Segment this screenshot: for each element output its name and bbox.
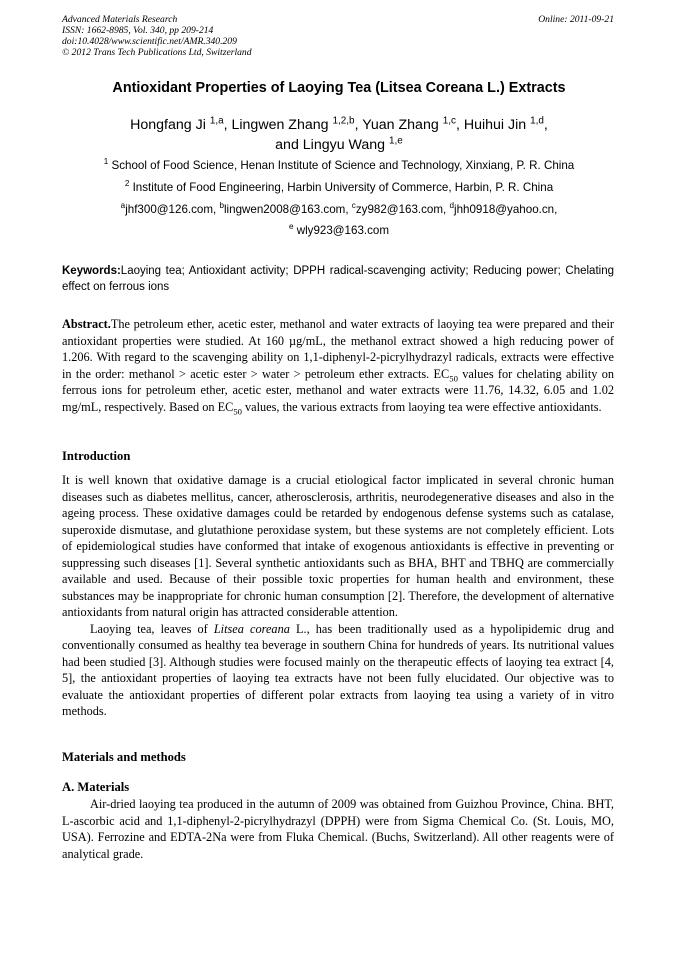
affiliation-2: [40, 181, 638, 194]
affiliation-number: 1: [103, 157, 109, 167]
journal-header: [62, 14, 614, 58]
author-name: Huihui Jin: [463, 117, 527, 133]
affiliation-text: School of Food Science, Henan Institute of Science and Technology, Xinxiang, P. R. China: [111, 159, 575, 172]
keywords-text: Laoying tea; Antioxidant activity; DPPH radical-scavenging activity; Reducing power; Chelating effect on ferrous ions: [62, 265, 614, 293]
text-run: L., has been traditionally used as a hypolipidemic drug and conventionally consumed as healthy tea beverage in southern China for hundreds of years. Its nutritional values had been studied [3]. Although studies were focused mainly on the therapeutic effects of laoying tea extract [4, 5], the antioxidant properties of laoying tea extracts have not been fully elucidated. Our objective was to evaluate the antioxidant properties of different polar extracts from laoying tea using a variety of in vitro methods.: [62, 621, 615, 718]
email-link[interactable]: jhh0918@yahoo.cn,: [454, 203, 558, 216]
copyright-line: © 2012 Trans Tech Publications Ltd, Switzerland: [62, 47, 252, 58]
affiliation-number: 2: [124, 179, 130, 189]
introduction-body: [62, 472, 614, 720]
email-line-2: $^e$ wly923@163.com: [288, 222, 390, 237]
abstract-text: The petroleum ether, acetic ester, methanol and water extracts of laoying tea were prepared and their antioxidant properties were studied. At 160 µg/mL, the methanol extract showed a high reducing power of 1.206. With regard to the scavenging ability on 1,1-diphenyl-2-picrylhydrazyl radicals, extracts were effective in the order: methanol > acetic ester > water > petroleum ether extracts. EC: [62, 317, 614, 381]
keywords: [62, 263, 614, 295]
subscript: 50: [233, 405, 242, 416]
email-link[interactable]: wly923@163.com: [296, 224, 390, 237]
section-heading-introduction: Introduction: [62, 449, 131, 463]
species-name: Litsea coreana: [213, 621, 290, 636]
online-date: Online: 2011-09-21: [538, 14, 614, 25]
subscript: 50: [449, 372, 458, 383]
affiliation-1: [40, 159, 638, 172]
paragraph: [62, 621, 614, 720]
author-sup: 1,e: [389, 135, 403, 147]
doi-line: doi:10.4028/www.scientific.net/AMR.340.209: [62, 36, 237, 47]
keywords-label: Keywords:: [62, 265, 121, 277]
abstract-text: values for chelating ability on ferrous ions for petroleum ether, acetic ester, methanol and water extracts were 11.76, 14.32, 6.05 and 1.02 mg/mL, respectively. Based on EC: [62, 366, 614, 414]
issn-line: ISSN: 1662-8985, Vol. 340, pp 209-214: [62, 25, 214, 36]
email-link[interactable]: lingwen2008@163.com,: [223, 203, 349, 216]
author-sup: 1,a: [209, 115, 224, 127]
section-heading-methods: Materials and methods: [62, 750, 186, 764]
abstract: [62, 316, 614, 415]
email-line: $^a$jhf300@126.com, $^b$lingwen2008@163.com, $^c$zy982@163.com, $^d$jhh0918@yahoo.cn,: [120, 201, 558, 216]
text-run: Laoying tea, leaves of: [90, 621, 214, 636]
author-sup: 1,d: [530, 115, 544, 127]
author-name: Lingwen Zhang: [231, 117, 329, 133]
author-name: Hongfang Ji: [130, 117, 206, 133]
materials-paragraph: Air-dried laoying tea produced in the autumn of 2009 was obtained from Guizhou Province, China. BHT, L-ascorbic acid and 1,1-diphenyl-2-picrylhydrazyl (DPPH) were from Sigma Chemical Co. (St. Louis, MO, USA). Ferrozine and EDTA-2Na were from Fluka Chemical. (Buchs, Switzerland). All other reagents were of analytical grade.: [62, 797, 614, 861]
author-name: Yuan Zhang: [362, 117, 439, 133]
abstract-text: values, the various extracts from laoying tea were effective antioxidants.: [241, 399, 602, 414]
email-link[interactable]: zy982@163.com,: [355, 203, 447, 216]
journal-name: Advanced Materials Research: [62, 14, 178, 25]
affiliation-text: Institute of Food Engineering, Harbin University of Commerce, Harbin, P. R. China: [132, 181, 554, 194]
author-sup: 1,2,b: [332, 115, 355, 127]
paragraph: It is well known that oxidative damage is a crucial etiological factor implicated in several chronic human diseases such as diabetes mellitus, cancer, atherosclerosis, arthritis, neurodegenerative diseases and also in the ageing process. These oxidative damages could be retarded by endogenous defense systems such as catalase, superoxide dismutase, and glutathione peroxidase system, but these systems are not completely efficient. Lots of epidemiological studies have conformed that intake of exogenous antioxidants is effective in preventing or suppressing such diseases [1]. Several synthetic antioxidants such as BHA, BHT and TBHQ are commercially available and used. Because of their possible toxic properties for human health and environment, these substances may be inappropriate for chronic human consumption [2]. Therefore, the development of alternative antioxidants from natural origin has attracted considerable attention.: [62, 473, 614, 619]
subsection-heading-materials: A. Materials: [62, 780, 130, 794]
paper-title: Antioxidant Properties of Laoying Tea (Litsea Coreana L.) Extracts: [112, 80, 566, 96]
email-link[interactable]: jhf300@126.com,: [125, 203, 217, 216]
author-list: Hongfang Ji $^{1,a}$, Lingwen Zhang $^{1,2,b}$, Yuan Zhang $^{1,c}$, Huihui Jin $^{1,d}$, and Lingyu Wang $^{1,e}$: [130, 115, 548, 153]
author-sup: 1,c: [442, 115, 456, 127]
abstract-label: Abstract.: [62, 317, 111, 331]
author-name: and Lingyu Wang: [275, 137, 386, 153]
